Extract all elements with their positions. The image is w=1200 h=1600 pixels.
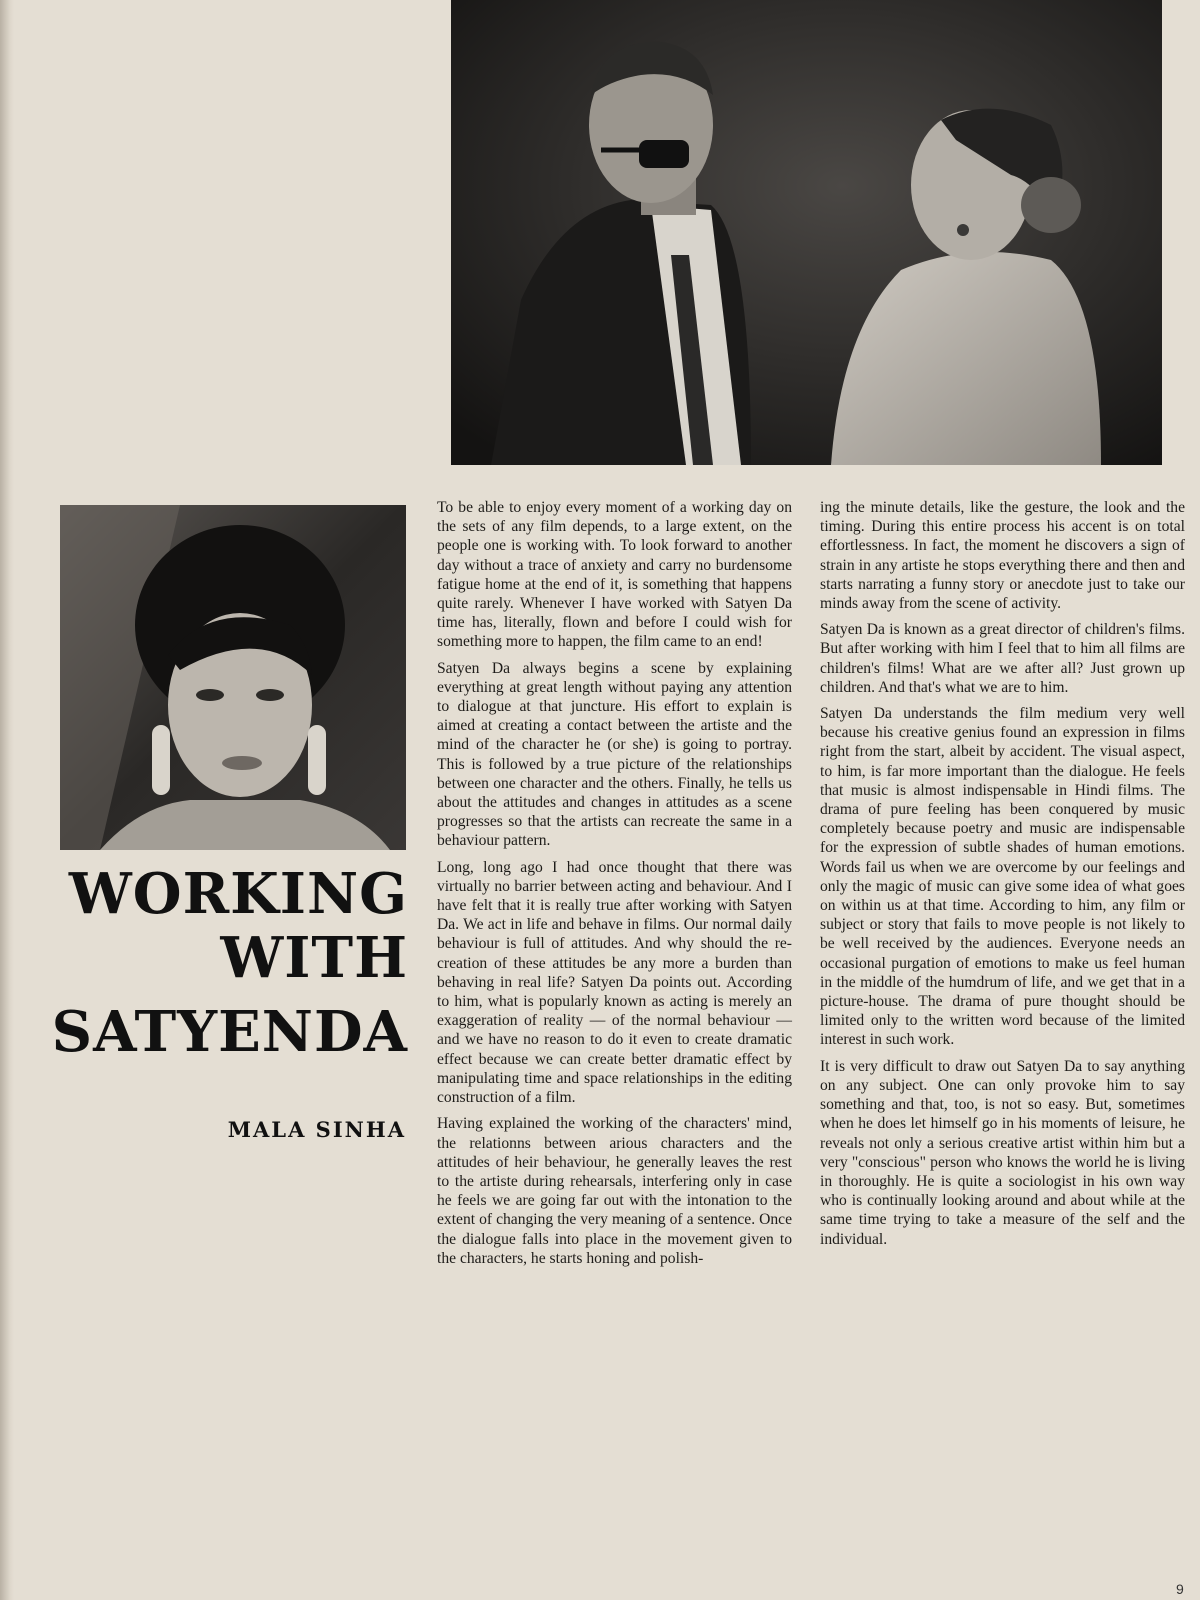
article-column-right <box>820 498 1185 1256</box>
headline-line-3: SATYENDA <box>51 999 408 1065</box>
paragraph: Satyen Da always begins a scene by explaining everything at great length without paying any attention to dialogue at that juncture. His effort to explain is aimed at creating a contact between the artiste and the mind of the character he (or she) is going to portray. This is followed by a true picture of the relationships between one character and the others. Finally, he tells us about the attitudes and changes in attitudes as a scene progresses so that the artists can recreate the same in a behaviour pattern. <box>437 659 792 850</box>
photo-man-and-woman <box>451 0 1162 465</box>
paragraph: ing the minute details, like the gesture, the look and the timing. During this entire process his accent is on total effortlessness. In fact, the moment he discovers a sign of strain in any artiste he stops everything there and then and starts narrating a funny story or anecdote just to take our minds away from the scene of activity. <box>820 499 1185 613</box>
paragraph: It is very difficult to draw out Satyen Da to say anything on any subject. One can only provoke him to say something and that, too, is not so easy. But, sometimes when he does let himself go in his moments of leisure, he reveals not only a serious creative artist within him but a very "conscious" person who knows the world he is living in thoroughly. He is quite a sociologist in his own way who is continually looking around and about while at the same time trying to take a measure of the self and the individual. <box>820 1057 1185 1248</box>
paragraph: Long, long ago I had once thought that there was virtually no barrier between acting and behaviour. And I have felt that it is really true after working with Satyen Da. We act in life and behave in films. Our normal daily behaviour is full of attitudes. And why should the re-creation of these attitudes be any more a burden than behaving in real life? Satyen Da points out. According to him, what is popularly known as acting is merely an exaggeration of reality — of the normal behaviour — and we have no reason to do it even to create dramatic effect because we can create better dramatic effect by manipulating time and space relationships in the editing construction of a film. <box>437 858 792 1107</box>
page-number: 9 <box>1176 1581 1184 1597</box>
paragraph: Having explained the working of the characters' mind, the relationns between arious characters and the attitudes of heir behaviour, he generally leaves the rest to the artiste during rehearsals, interfering only in case he feels we are going far out with the intonation to the extent of changing the very meaning of a sentence. Once the dialogue falls into place in the movement given to the characters, he starts honing and polish- <box>437 1115 792 1267</box>
article-column-middle <box>437 498 792 1275</box>
headline-line-2: WITH <box>220 925 408 991</box>
headline-line-1: WORKING <box>68 861 408 927</box>
photo-portrait-woman-drawing <box>60 505 406 850</box>
photo-portrait-woman <box>60 505 406 850</box>
paragraph: Satyen Da is known as a great director of children's films. But after working with him I feel that to him all films are children's films! What are we after all? Just grown up children. And that's what we are to him. <box>820 621 1185 696</box>
paragraph: To be able to enjoy every moment of a working day on the sets of any film depends, to a large extent, on the people one is working with. To look forward to another day without a trace of anxiety and carry no burdensome fatigue home at the end of it, is something that happens quite rarely. Whenever I have worked with Satyen Da time has, literally, flown and before I could wish for something more to happen, the film came to an end! <box>437 499 792 651</box>
photo-man-and-woman-drawing <box>451 0 1162 465</box>
page-binding-edge <box>0 0 14 1600</box>
byline: MALA SINHA <box>227 1117 406 1142</box>
paragraph: Satyen Da understands the film medium very well because his creative genius found an expression in films right from the start, albeit by accident. The visual aspect, to him, is far more important than the dialogue. He feels that music is almost indispensable in Hindi films. The drama of pure feeling has been conquered by music completely because poetry and music are indispensable for the expression of subtle shades of human emotions. Words fail us when we are overcome by our feelings and only the magic of music can give some idea of what goes on within us at that time. According to him, any film or subject or story that fails to move people is not likely to be well received by the audiences. Everyone needs an occasional purgation of emotions to make us feel human in the middle of the humdrum of life, and we get that in a picture-house. The drama of pure thought should be limited only to the written word because of the limited interest in such work. <box>820 705 1185 1049</box>
